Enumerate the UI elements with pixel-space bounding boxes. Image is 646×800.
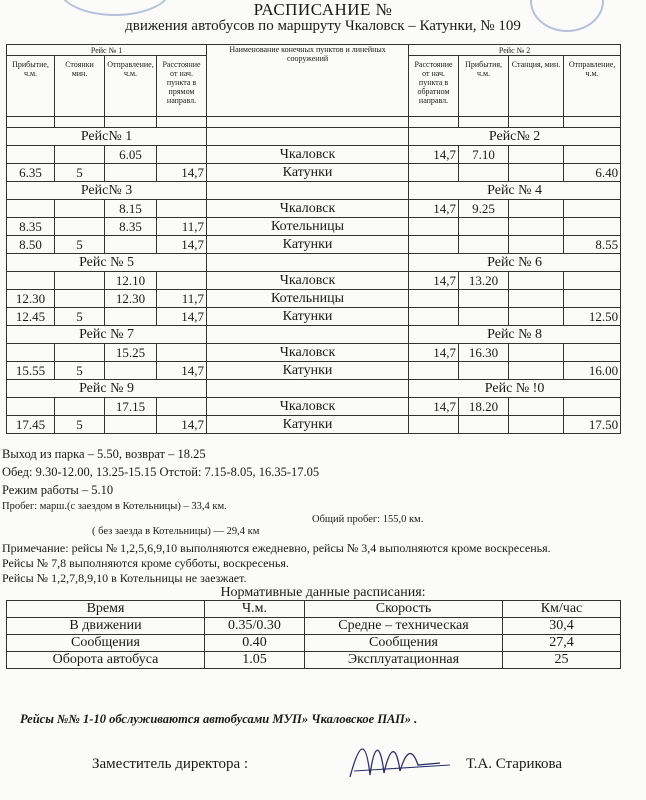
- normative-cell: Сообщения: [7, 635, 205, 652]
- header-col-station: Станция, мин.: [509, 56, 564, 117]
- normative-cell: 0.35/0.30: [205, 618, 305, 635]
- stop-name: Чкаловск: [207, 200, 409, 218]
- table-cell: 14,7: [409, 200, 459, 218]
- document-title: РАСПИСАНИЕ №: [253, 0, 393, 19]
- table-cell: [105, 308, 157, 326]
- table-cell: 8.55: [564, 236, 621, 254]
- table-cell: 5: [55, 164, 105, 182]
- table-cell: 14,7: [157, 236, 207, 254]
- signatory-position: Заместитель директора :: [92, 756, 249, 772]
- table-cell: 8.15: [105, 200, 157, 218]
- header-names-column: Наименование конечных пунктов и линейных сооружений: [207, 45, 409, 117]
- table-cell: [55, 146, 105, 164]
- header-col-distance-back: Расстояние от нач. пункта в обратном направл.: [409, 56, 459, 117]
- table-cell: [509, 236, 564, 254]
- header-col-arrival-back: Прибытия, ч.м.: [459, 56, 509, 117]
- table-cell: [509, 308, 564, 326]
- table-cell: [509, 344, 564, 362]
- normative-cell: Эксплуатационная: [305, 652, 503, 669]
- table-cell: [55, 290, 105, 308]
- table-row: [7, 398, 621, 416]
- stop-name: Чкаловск: [207, 146, 409, 164]
- note-lunch: Обед: 9.30-12.00, 13.25-15.15 Отстой: 7.15-8.05, 16.35-17.05: [2, 465, 320, 479]
- table-cell: [509, 146, 564, 164]
- normative-cell: Средне – техническая: [305, 618, 503, 635]
- table-cell: [509, 272, 564, 290]
- normative-header-time: Время: [7, 601, 205, 618]
- table-cell: 17.15: [105, 398, 157, 416]
- note-exit: Выход из парка – 5.50, возврат – 18.25: [2, 447, 206, 461]
- trip-label-spacer: [207, 182, 409, 200]
- table-cell: 7.10: [459, 146, 509, 164]
- stop-name: Чкаловск: [207, 272, 409, 290]
- table-cell: 5: [55, 416, 105, 434]
- trip-header-row: [7, 128, 621, 146]
- table-row: [7, 218, 621, 236]
- table-cell: [509, 398, 564, 416]
- trip-header-row: [7, 326, 621, 344]
- table-cell: [564, 200, 621, 218]
- table-row: [7, 200, 621, 218]
- table-cell: [509, 416, 564, 434]
- table-cell: 17.50: [564, 416, 621, 434]
- table-cell: 15.55: [7, 362, 55, 380]
- table-cell: [509, 200, 564, 218]
- table-row: [7, 290, 621, 308]
- normative-cell: 1.05: [205, 652, 305, 669]
- table-row: [7, 236, 621, 254]
- trip-label-backward: Рейс № 8: [409, 326, 621, 344]
- table-cell: [409, 416, 459, 434]
- normative-row: [7, 652, 621, 669]
- header-col-departure: Отправление, ч.м.: [105, 56, 157, 117]
- table-cell: 12.45: [7, 308, 55, 326]
- stop-name: Катунки: [207, 308, 409, 326]
- note-remark-3: Рейсы № 1,2,7,8,9,10 в Котельницы не заезжает.: [2, 571, 247, 585]
- table-cell: 6.35: [7, 164, 55, 182]
- table-cell: [459, 362, 509, 380]
- table-cell: 18.20: [459, 398, 509, 416]
- table-cell: [564, 344, 621, 362]
- footer-service-note: Рейсы №№ 1-10 обслуживаются автобусами МУП» Чкаловское ПАП» .: [20, 712, 418, 726]
- table-cell: [564, 272, 621, 290]
- note-mode: Режим работы – 5.10: [2, 483, 114, 497]
- table-cell: [157, 344, 207, 362]
- table-row: [7, 416, 621, 434]
- table-cell: 11,7: [157, 290, 207, 308]
- trip-header-row: [7, 182, 621, 200]
- trip-label-forward: Рейс№ 3: [7, 182, 207, 200]
- table-cell: [459, 164, 509, 182]
- header-col-stops: Стоянки мин.: [55, 56, 105, 117]
- trip-label-forward: Рейс № 7: [7, 326, 207, 344]
- table-cell: 11,7: [157, 218, 207, 236]
- table-cell: [157, 200, 207, 218]
- table-cell: [509, 290, 564, 308]
- stop-name: Котельницы: [207, 290, 409, 308]
- note-mileage-with: Пробег: марш.(с заездом в Котельницы) – 33,4 км.: [2, 501, 227, 512]
- table-cell: [409, 236, 459, 254]
- table-cell: 14,7: [157, 362, 207, 380]
- trip-label-forward: Рейс№ 1: [7, 128, 207, 146]
- table-cell: [7, 146, 55, 164]
- table-cell: [564, 398, 621, 416]
- header-trip-2: Рейс № 2: [409, 45, 621, 56]
- trip-label-forward: Рейс № 5: [7, 254, 207, 272]
- table-cell: [564, 290, 621, 308]
- table-cell: 8.50: [7, 236, 55, 254]
- table-cell: [7, 398, 55, 416]
- stop-name: Катунки: [207, 236, 409, 254]
- normative-row: [7, 618, 621, 635]
- note-remark-1: Примечание: рейсы № 1,2,5,6,9,10 выполняются ежедневно, рейсы № 3,4 выполняются кроме воскресенья.: [2, 541, 551, 555]
- normative-cell: 27,4: [503, 635, 621, 652]
- table-cell: [459, 290, 509, 308]
- normative-header-hm: Ч.м.: [205, 601, 305, 618]
- table-row: [7, 272, 621, 290]
- schedule-table: [6, 44, 621, 434]
- note-remark-2: Рейсы № 7,8 выполняются кроме субботы, воскресенья.: [2, 556, 289, 570]
- table-cell: 12.30: [105, 290, 157, 308]
- note-mileage-without: ( без заезда в Котельницы) — 29,4 км: [92, 526, 260, 537]
- header-trip-1: Рейс № 1: [7, 45, 207, 56]
- table-cell: 14,7: [409, 272, 459, 290]
- table-row: [7, 344, 621, 362]
- normative-cell: Оборота автобуса: [7, 652, 205, 669]
- table-cell: 12.50: [564, 308, 621, 326]
- table-cell: [105, 164, 157, 182]
- table-cell: [55, 200, 105, 218]
- normative-header-speed: Скорость: [305, 601, 503, 618]
- table-cell: [509, 218, 564, 236]
- stop-name: Катунки: [207, 416, 409, 434]
- document-subtitle: движения автобусов по маршруту Чкаловск – Катунки, № 109: [125, 18, 521, 34]
- trip-header-row: [7, 380, 621, 398]
- table-cell: [105, 416, 157, 434]
- header-col-distance-forward: Расстояние от нач. пункта в прямом направл.: [157, 56, 207, 117]
- table-cell: [7, 272, 55, 290]
- table-cell: [55, 344, 105, 362]
- table-cell: [105, 236, 157, 254]
- normative-cell: 25: [503, 652, 621, 669]
- signature-scribble: [340, 735, 460, 785]
- table-cell: 5: [55, 308, 105, 326]
- table-cell: [55, 398, 105, 416]
- table-cell: [459, 308, 509, 326]
- table-row: [7, 164, 621, 182]
- normative-cell: В движении: [7, 618, 205, 635]
- trip-label-spacer: [207, 254, 409, 272]
- table-cell: 9.25: [459, 200, 509, 218]
- normative-cell: 0.40: [205, 635, 305, 652]
- table-cell: [7, 200, 55, 218]
- table-cell: [459, 236, 509, 254]
- table-cell: [409, 290, 459, 308]
- table-cell: 6.05: [105, 146, 157, 164]
- table-cell: 14,7: [409, 398, 459, 416]
- table-cell: 15.25: [105, 344, 157, 362]
- table-cell: 6.40: [564, 164, 621, 182]
- table-row: [7, 362, 621, 380]
- header-col-departure-back: Отправление, ч.м.: [564, 56, 621, 117]
- table-cell: 14,7: [157, 416, 207, 434]
- table-cell: 5: [55, 362, 105, 380]
- table-cell: [409, 218, 459, 236]
- table-cell: [157, 272, 207, 290]
- normative-table: [6, 600, 621, 669]
- table-cell: [509, 164, 564, 182]
- trip-label-spacer: [207, 380, 409, 398]
- table-cell: 17.45: [7, 416, 55, 434]
- stop-name: Котельницы: [207, 218, 409, 236]
- table-cell: [564, 218, 621, 236]
- trip-label-spacer: [207, 326, 409, 344]
- table-cell: 14,7: [409, 146, 459, 164]
- table-cell: [409, 308, 459, 326]
- trip-label-backward: Рейс № 4: [409, 182, 621, 200]
- trip-header-row: [7, 254, 621, 272]
- normative-row: [7, 635, 621, 652]
- table-cell: [55, 272, 105, 290]
- trip-label-backward: Рейс№ 2: [409, 128, 621, 146]
- table-cell: 14,7: [157, 308, 207, 326]
- header-row-trips: [7, 45, 621, 56]
- header-gap-row: [7, 117, 621, 128]
- table-cell: [459, 416, 509, 434]
- normative-cell: Сообщения: [305, 635, 503, 652]
- table-cell: 16.30: [459, 344, 509, 362]
- header-col-arrival: Прибытие, ч.м.: [7, 56, 55, 117]
- normative-header-kmh: Км/час: [503, 601, 621, 618]
- trip-label-backward: Рейс № !0: [409, 380, 621, 398]
- trip-label-spacer: [207, 128, 409, 146]
- table-cell: 5: [55, 236, 105, 254]
- table-cell: 8.35: [105, 218, 157, 236]
- table-cell: [55, 218, 105, 236]
- table-cell: [509, 362, 564, 380]
- trip-label-forward: Рейс № 9: [7, 380, 207, 398]
- stop-name: Катунки: [207, 362, 409, 380]
- table-cell: [564, 146, 621, 164]
- table-cell: [105, 362, 157, 380]
- table-cell: 14,7: [409, 344, 459, 362]
- normative-title: Нормативные данные расписания:: [220, 585, 426, 600]
- table-cell: 12.30: [7, 290, 55, 308]
- table-cell: [459, 218, 509, 236]
- normative-cell: 30,4: [503, 618, 621, 635]
- table-row: [7, 308, 621, 326]
- table-cell: 16.00: [564, 362, 621, 380]
- stop-name: Чкаловск: [207, 398, 409, 416]
- table-cell: [7, 344, 55, 362]
- normative-header-row: [7, 601, 621, 618]
- signatory-name: Т.А. Старикова: [466, 756, 563, 772]
- table-cell: [409, 362, 459, 380]
- table-cell: 14,7: [157, 164, 207, 182]
- table-cell: [157, 146, 207, 164]
- table-cell: 8.35: [7, 218, 55, 236]
- table-cell: [157, 398, 207, 416]
- table-cell: 13.20: [459, 272, 509, 290]
- stop-name: Чкаловск: [207, 344, 409, 362]
- table-row: [7, 146, 621, 164]
- stop-name: Катунки: [207, 164, 409, 182]
- table-cell: [409, 164, 459, 182]
- note-total-mileage: Общий пробег: 155,0 км.: [312, 514, 424, 525]
- table-cell: 12.10: [105, 272, 157, 290]
- trip-label-backward: Рейс № 6: [409, 254, 621, 272]
